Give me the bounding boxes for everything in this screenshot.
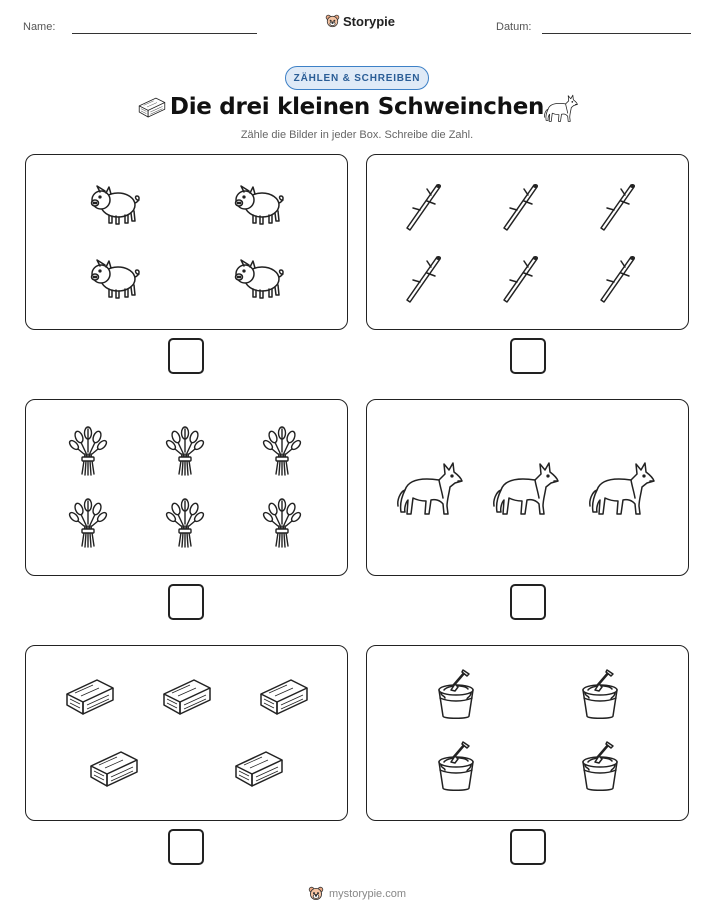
stick-icon <box>403 179 443 233</box>
pig-icon <box>232 257 286 301</box>
brick-icon <box>257 674 311 718</box>
bear-mascot-icon <box>308 886 324 902</box>
straw-bundle-icon <box>68 424 108 478</box>
pig-icon <box>88 257 142 301</box>
pig-icon <box>88 183 142 227</box>
bear-mascot-icon <box>325 14 340 29</box>
straw-bundle-icon <box>68 496 108 550</box>
stick-icon <box>597 251 637 305</box>
stick-icon <box>500 251 540 305</box>
brand-logo <box>325 14 395 29</box>
category-badge: ZÄHLEN & SCHREIBEN <box>285 66 429 90</box>
title-row <box>0 90 714 130</box>
worksheet-header <box>0 0 714 50</box>
count-box-buckets <box>366 645 689 821</box>
pig-icon <box>232 183 286 227</box>
date-line[interactable] <box>542 33 691 34</box>
wolf-icon <box>543 90 579 124</box>
page-title: Die drei kleinen Schweinchen <box>169 94 545 120</box>
name-line[interactable] <box>72 33 257 34</box>
answer-box-wolves[interactable] <box>510 584 546 620</box>
answer-box-pigs[interactable] <box>168 338 204 374</box>
brick-icon <box>63 674 117 718</box>
brick-icon <box>232 746 286 790</box>
count-box-bricks <box>25 645 348 821</box>
stick-icon <box>597 179 637 233</box>
count-box-sticks <box>366 154 689 330</box>
straw-bundle-icon <box>262 424 302 478</box>
instructions: Zähle die Bilder in jeder Box. Schreibe die Zahl. <box>240 129 474 141</box>
answer-box-straw[interactable] <box>168 584 204 620</box>
wolf-icon <box>587 454 657 518</box>
straw-bundle-icon <box>165 424 205 478</box>
brand-name: Storypie <box>343 14 396 29</box>
brick-icon <box>87 746 141 790</box>
wolf-icon <box>395 454 465 518</box>
answer-box-bricks[interactable] <box>168 829 204 865</box>
straw-bundle-icon <box>262 496 302 550</box>
answer-box-buckets[interactable] <box>510 829 546 865</box>
answer-box-sticks[interactable] <box>510 338 546 374</box>
wolf-icon <box>491 454 561 518</box>
count-box-pigs <box>25 154 348 330</box>
straw-bundle-icon <box>165 496 205 550</box>
date-label: Datum: <box>496 21 532 33</box>
count-box-straw <box>25 399 348 576</box>
mortar-bucket-icon <box>431 740 481 794</box>
brick-icon <box>160 674 214 718</box>
mortar-bucket-icon <box>575 740 625 794</box>
footer <box>0 886 714 902</box>
name-label: Name: <box>23 21 56 33</box>
mortar-bucket-icon <box>431 668 481 722</box>
stick-icon <box>403 251 443 305</box>
stick-icon <box>500 179 540 233</box>
mortar-bucket-icon <box>575 668 625 722</box>
count-box-wolves <box>366 399 689 576</box>
footer-url[interactable]: mystorypie.com <box>328 888 407 900</box>
